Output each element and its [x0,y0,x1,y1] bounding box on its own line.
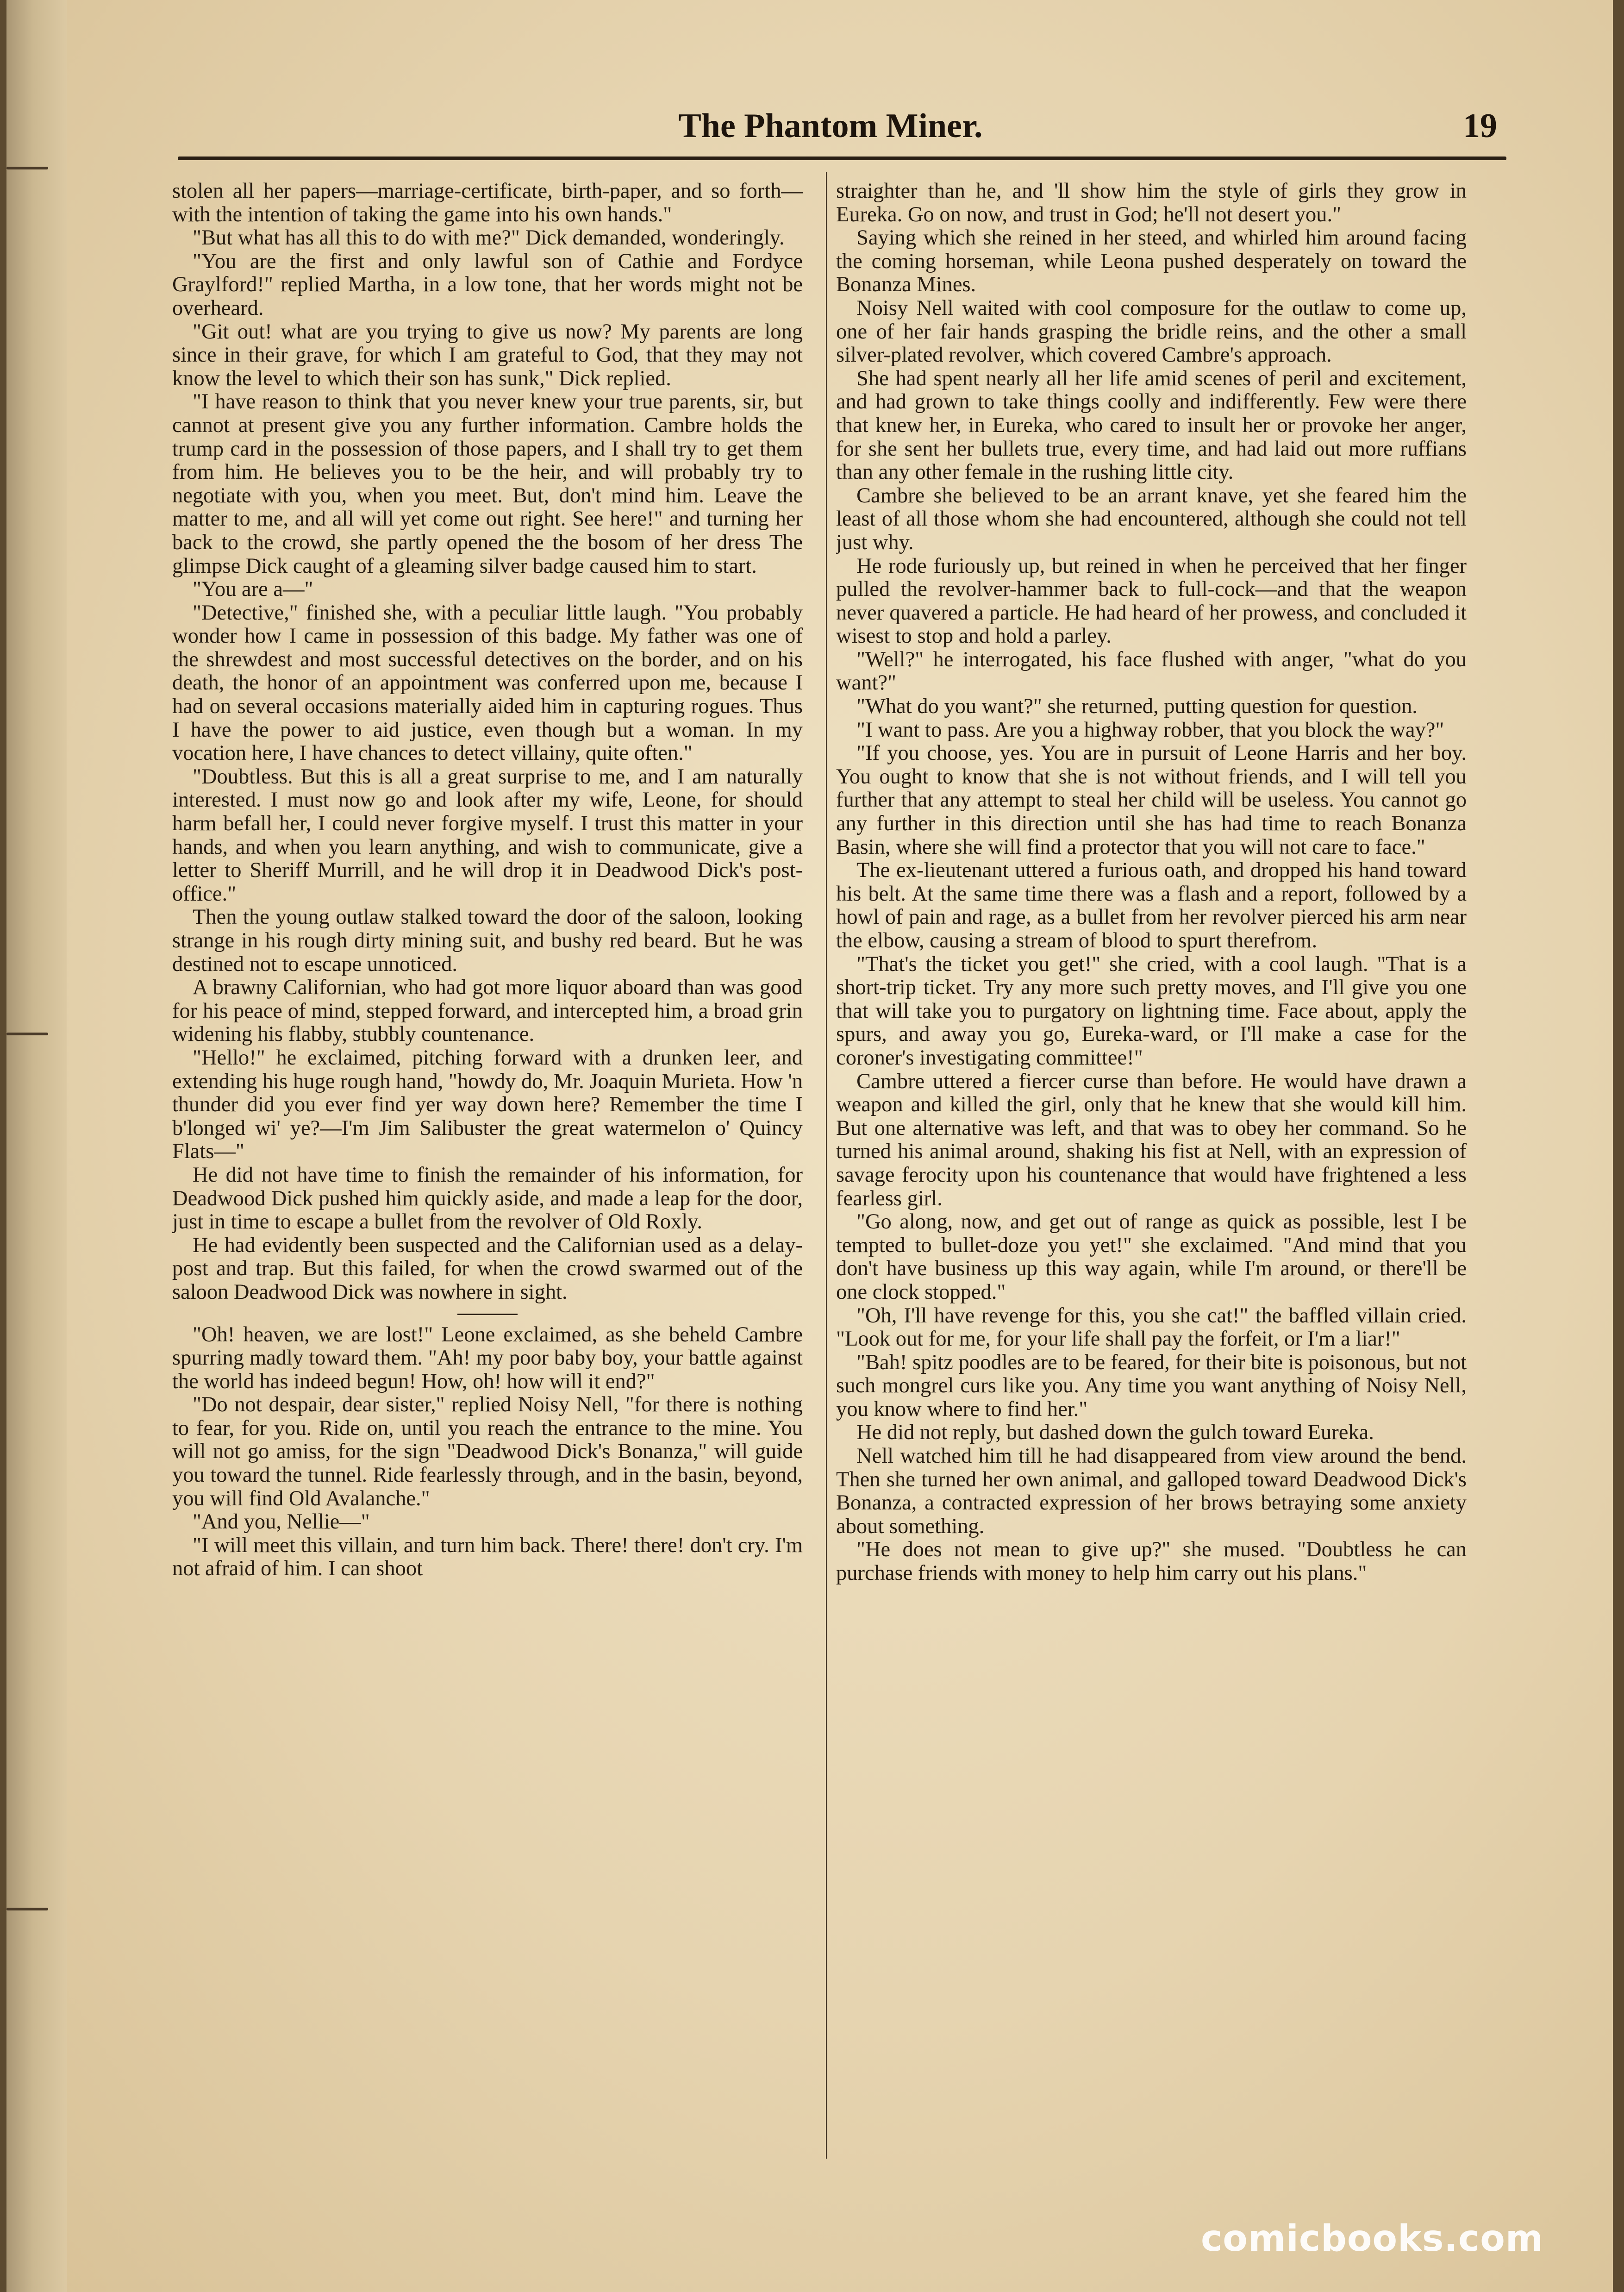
paragraph: He rode furiously up, but reined in when he perceived that her finger pulled the revolver-hammer back to full-cock—and that the weapon never quavered a particle. He had heard of her prowess, and concluded it wisest to stop and hold a parley. [836,554,1467,648]
paragraph: "Well?" he interrogated, his face flushed with anger, "what do you want?" [836,647,1467,695]
paragraph: "Bah! spitz poodles are to be feared, for their bite is poisonous, but not such mongrel curs like you. Any time you want anything of Noisy Nell, you know where to find her." [836,1350,1467,1421]
paragraph: "That's the ticket you get!" she cried, with a cool laugh. "That is a short-trip ticket. Try any more such pretty moves, and I'll give you one that will take you to purgatory on lightning time. Face about, apply the spurs, and away you go, Eureka-ward, or I'll make a case for the coroner's investigating committee!" [836,952,1467,1070]
paragraph: Saying which she reined in her steed, and whirled him around facing the coming horseman, while Leona pushed desperately on toward the Bonanza Mines. [836,226,1467,297]
paragraph: Then the young outlaw stalked toward the door of the saloon, looking strange in his rough dirty mining suit, and bushy red beard. But he was destined not to escape unnoticed. [172,905,803,976]
watermark: comicbooks.com [1201,2218,1544,2260]
page-binding [6,0,67,2292]
paragraph: "I have reason to think that you never knew your true parents, sir, but cannot at present give you any further information. Cambre holds the trump card in the possession of those papers, and I shall try to get them from him. He believes you to be the heir, and will probably try to negotiate with you, when you meet. But, don't mind him. Leave the matter to me, and all will yet come out right. See here!" and turning her back to the crowd, she partly opened the the bosom of her dress The glimpse Dick caught of a gleaming silver badge caused him to start. [172,390,803,578]
paragraph: "He does not mean to give up?" she mused. "Doubtless he can purchase friends with money to help him carry out his plans." [836,1538,1467,1585]
paragraph: "What do you want?" she returned, putting question for question. [856,695,1418,719]
section-break-rule [457,1314,518,1315]
paragraph: stolen all her papers—marriage-certificate, birth-paper, and so forth—with the intention of taking the game into his own hands." [172,180,803,226]
paragraph: The ex-lieutenant uttered a furious oath, and dropped his hand toward his belt. At the same time there was a flash and a report, followed by a howl of pain and rage, as a bullet from her revolver pierced his arm near the elbow, causing a stream of blood to spurt therefrom. [836,858,1467,952]
paragraph: "Go along, now, and get out of range as quick as possible, lest I be tempted to bullet-doze you yet!" she exclaimed. "And mind that you don't have business up this way again, while I'm around, or there'll be one clock stopped." [836,1210,1467,1304]
paragraph: "Hello!" he exclaimed, pitching forward with a drunken leer, and extending his huge rough hand, "howdy do, Mr. Joaquin Murieta. How 'n thunder did you ever find yer way down here? Remember the time I b'longed wi' ye?—I'm Jim Salibuster the great watermelon o' Quincy Flats—" [172,1046,803,1164]
paragraph: A brawny Californian, who had got more liquor aboard than was good for his peace of mind, stepped forward, and intercepted him, a broad grin widening his flabby, stubbly countenance. [172,976,803,1046]
magazine-page [6,0,1613,2292]
paragraph: "I will meet this villain, and turn him back. There! there! don't cry. I'm not afraid of him. I can shoot [172,1533,803,1581]
paragraph: "Git out! what are you trying to give us now? My parents are long since in their grave, for which I am grateful to God, that they may not know the level to which their son has sunk," Dick replied. [172,319,803,390]
binding-stitch [6,1033,48,1035]
column-divider [826,172,827,2159]
running-header-title: The Phantom Miner. [678,107,983,145]
paragraph: Cambre she believed to be an arrant knave, yet she feared him the least of all those whom she had encountered, although she could not tell just why. [836,483,1467,554]
paragraph: He did not have time to finish the remainder of his information, for Deadwood Dick pushed him quickly aside, and made a leap for the door, just in time to escape a bullet from the revolver of Old Roxly. [172,1163,803,1234]
right-text-column [836,180,1467,2157]
paragraph: He did not reply, but dashed down the gulch toward Eureka. [856,1421,1374,1445]
paragraph: straighter than he, and 'll show him the style of girls they grow in Eureka. Go on now, and trust in God; he'll not desert you." [836,180,1467,226]
binding-stitch [6,167,48,169]
paragraph: "If you choose, yes. You are in pursuit of Leone Harris and her boy. You ought to know that she is not without friends, and I will tell you further that any attempt to steal her child will be useless. You cannot go any further in this direction until she has had time to reach Bonanza Basin, where she will find a protector that you will not care to face." [836,741,1467,859]
paragraph: "Oh! heaven, we are lost!" Leone exclaimed, as she beheld Cambre spurring madly toward them. "Ah! my poor baby boy, your battle against the world has indeed begun! How, oh! how will it end?" [172,1322,803,1393]
paragraph: "I want to pass. Are you a highway robber, that you block the way?" [856,718,1444,742]
header-rule [178,157,1506,160]
paragraph: "Oh, I'll have revenge for this, you she cat!" the baffled villain cried. "Look out for me, for your life shall pay the forfeit, or I'm a liar!" [836,1303,1467,1351]
paragraph: Nell watched him till he had disappeared from view around the bend. Then she turned her own animal, and galloped toward Deadwood Dick's Bonanza, a contracted expression of her brows betraying some anxiety about something. [836,1444,1467,1538]
paragraph: "Detective," finished she, with a peculiar little laugh. "You probably wonder how I came in possession of this badge. My father was one of the shrewdest and most successful detectives on the border, and on his death, the honor of an appointment was conferred upon me, because I had on several occasions materially aided him in capturing rogues. Thus I have the power to aid justice, even though but a woman. In my vocation here, I have chances to detect villainy, quite often." [172,601,803,765]
left-text-column [172,180,803,2157]
paragraph: Noisy Nell waited with cool composure for the outlaw to come up, one of her fair hands grasping the bridle reins, and the other a small silver-plated revolver, which covered Cambre's approach. [836,296,1467,367]
paragraph: "And you, Nellie—" [193,1510,370,1534]
paragraph: "Do not despair, dear sister," replied Noisy Nell, "for there is nothing to fear, for you. Ride on, until you reach the entrance to the mine. You will not go amiss, for the sign "Deadwood Dick's Bonanza," will guide you toward the tunnel. Ride fearlessly through, and in the basin, beyond, you will find Old Avalanche." [172,1393,803,1510]
paragraph: She had spent nearly all her life amid scenes of peril and excitement, and had grown to take things coolly and indifferently. Few were there that knew her, in Eureka, who cared to insult her or provoke her anger, for she sent her bullets true, every time, and had laid out more ruffians than any other female in the rushing little city. [836,366,1467,484]
paragraph: "Doubtless. But this is all a great surprise to me, and I am naturally interested. I must now go and look after my wife, Leone, for should harm befall her, I could never forgive myself. I trust this matter in your hands, and when you learn anything, and wish to communicate, give a letter to Sheriff Murrill, and he will drop it in Deadwood Dick's post-office." [172,764,803,906]
paragraph: He had evidently been suspected and the Californian used as a delay-post and trap. But this failed, for when the crowd swarmed out of the saloon Deadwood Dick was nowhere in sight. [172,1233,803,1304]
paragraph: "You are a—" [193,577,313,601]
binding-stitch [6,1908,48,1910]
paragraph: Cambre uttered a fiercer curse than before. He would have drawn a weapon and killed the girl, only that he knew that she would kill him. But one alternative was left, and that was to obey her command. So he turned his animal around, shaking his fist at Nell, with an expression of savage ferocity upon his countenance that would have frightened a less fearless girl. [836,1069,1467,1210]
paragraph: "You are the first and only lawful son of Cathie and Fordyce Graylford!" replied Martha, in a low tone, that her words might not be overheard. [172,249,803,320]
paragraph: "But what has all this to do with me?" Dick demanded, wonderingly. [193,226,785,250]
page-number: 19 [1463,107,1497,145]
